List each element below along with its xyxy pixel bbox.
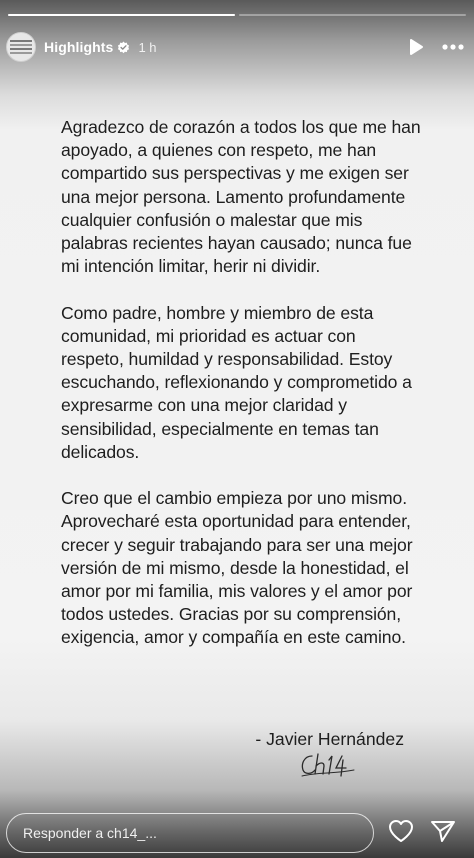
story-actions [388, 819, 456, 843]
post-time: 1 h [138, 39, 157, 55]
paragraph: Creo que el cambio empieza por uno mismo. Aprovecharé esta oportunidad para entender, crecer y seguir trabajando para ser una mejor versión de mi mismo, desde la honestidad, el amor por mi familia, mis valores y el amor por todos ustedes. Gracias por su comprensión, exigencia, amor y compañía en este camino. [61, 488, 413, 648]
play-icon[interactable] [408, 38, 424, 56]
send-icon[interactable] [430, 819, 456, 843]
handwritten-signature [298, 750, 358, 785]
heart-icon[interactable] [388, 819, 414, 843]
paragraph: Agradezco de corazón a todos los que me han apoyado, a quienes con respeto, me han compartido sus perspectivas y me exigen ser una mejor persona. Lamento profundamente cualquier confusión o malestar que mis palabras recientes hayan causado; nunca fue mi intención limitar, herir ni dividir. [61, 117, 421, 277]
story-header [6, 30, 464, 64]
progress-segment [239, 14, 466, 16]
verified-badge-icon [117, 41, 130, 54]
reply-input[interactable] [6, 813, 374, 853]
story-progress [8, 14, 466, 16]
reply-placeholder: Responder a ch14_... [23, 825, 157, 841]
progress-segment [8, 14, 235, 16]
highlights-logo-icon [9, 38, 33, 56]
statement-text [61, 116, 421, 673]
username[interactable]: Highlights [44, 39, 114, 55]
progress-fill [8, 14, 235, 16]
paragraph: Como padre, hombre y miembro de esta comunidad, mi prioridad es actuar con respeto, humildad y responsabilidad. Estoy escuchando, reflexionando y comprometido a expresarme con una mejor claridad y sensibilidad, especialmente en temas tan delicados. [61, 302, 412, 462]
more-options-icon[interactable] [442, 44, 464, 50]
signature-name: - Javier Hernández [255, 729, 404, 749]
avatar[interactable] [6, 32, 36, 62]
